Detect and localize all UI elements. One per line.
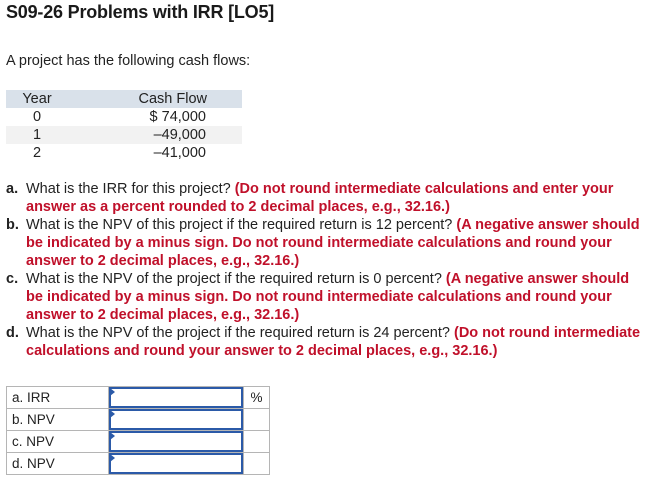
answer-row-npv-b	[7, 409, 270, 431]
input-marker-icon	[110, 432, 115, 440]
year-header: Year	[22, 91, 52, 107]
irr-input[interactable]	[109, 387, 243, 408]
table-row	[6, 144, 242, 162]
answer-row-irr	[7, 387, 270, 409]
cash-flow-cell: –49,000	[153, 127, 206, 143]
question-b	[6, 216, 646, 270]
cash-flow-header-row	[6, 90, 242, 108]
cash-flow-header: Cash Flow	[138, 91, 207, 107]
answer-row-npv-c	[7, 431, 270, 453]
input-marker-icon	[110, 388, 115, 396]
question-label: d.	[6, 325, 19, 341]
answer-table	[6, 386, 270, 475]
table-row	[6, 126, 242, 144]
npv-d-input-cell[interactable]	[109, 453, 244, 475]
year-cell: 1	[32, 127, 42, 143]
question-text: What is the NPV of the project if the required return is 24 percent?	[26, 325, 454, 341]
question-d	[6, 324, 646, 360]
npv-b-input-cell[interactable]	[109, 409, 244, 431]
question-a	[6, 180, 646, 216]
year-cell: 2	[32, 145, 42, 161]
answer-label: d. NPV	[7, 453, 109, 475]
question-list	[6, 180, 646, 360]
answer-label: c. NPV	[7, 431, 109, 453]
question-hint: (A negative answer should be indicated by a minus sign. Do not round intermediate calculations and round your answer to 2 decimal places, e.g., 32.16.)	[26, 217, 640, 269]
unit-cell	[244, 409, 270, 431]
cash-flow-cell: $ 74,000	[149, 109, 206, 125]
cash-flow-table	[6, 90, 242, 162]
question-hint: (Do not round intermediate calculations and round your answer to 2 decimal places, e.g., 32.16.)	[26, 325, 641, 359]
irr-input-cell[interactable]	[109, 387, 244, 409]
unit-cell	[244, 431, 270, 453]
answer-label: b. NPV	[7, 409, 109, 431]
intro-text: A project has the following cash flows:	[6, 53, 251, 69]
percent-unit: %	[244, 387, 270, 409]
unit-cell	[244, 453, 270, 475]
question-hint: (A negative answer should be indicated by a minus sign. Do not round intermediate calculations and round your answer to 2 decimal places, e.g., 32.16.)	[26, 271, 630, 323]
npv-d-input[interactable]	[109, 453, 243, 474]
npv-c-input[interactable]	[109, 431, 243, 452]
question-label: a.	[6, 181, 19, 197]
npv-b-input[interactable]	[109, 409, 243, 430]
question-text: What is the NPV of the project if the required return is 0 percent?	[26, 271, 446, 287]
question-text: What is the NPV of this project if the required return is 12 percent?	[26, 217, 457, 233]
question-hint: (Do not round intermediate calculations and enter your answer as a percent rounded to 2 decimal places, e.g., 32.16.)	[26, 181, 614, 215]
year-cell: 0	[32, 109, 42, 125]
answer-row-npv-d	[7, 453, 270, 475]
question-text: What is the IRR for this project?	[26, 181, 235, 197]
input-marker-icon	[110, 410, 115, 418]
cash-flow-cell: –41,000	[153, 145, 206, 161]
question-c	[6, 270, 646, 324]
input-marker-icon	[110, 454, 115, 462]
question-label: c.	[6, 271, 19, 287]
table-row	[6, 108, 242, 126]
answer-label: a. IRR	[7, 387, 109, 409]
npv-c-input-cell[interactable]	[109, 431, 244, 453]
question-label: b.	[6, 217, 19, 233]
page-title: S09-26 Problems with IRR [LO5]	[6, 2, 275, 22]
